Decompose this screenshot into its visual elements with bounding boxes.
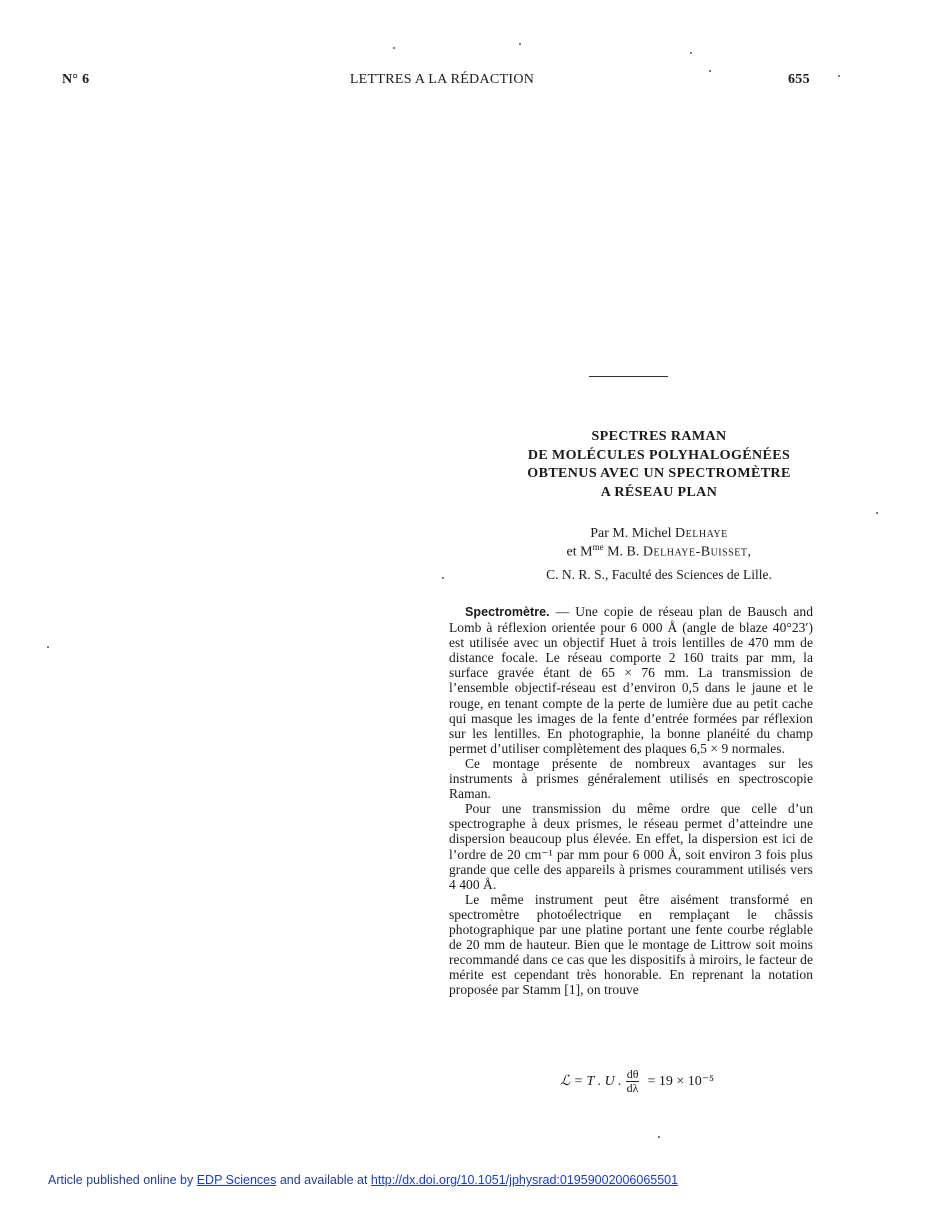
section-lead: Spectromètre. bbox=[465, 605, 550, 619]
title-line: A RÉSEAU PLAN bbox=[600, 484, 718, 500]
journal-issue-number: N° 6 bbox=[62, 72, 90, 87]
formula-fraction bbox=[626, 1068, 640, 1095]
fraction-numerator: dθ bbox=[626, 1067, 639, 1081]
author-prefix: Par M. Michel bbox=[590, 526, 672, 541]
formula-lhs: ℒ = T . U . bbox=[560, 1074, 622, 1089]
paragraph-text: — Une copie de réseau plan de Bausch and Lomb à réflexion orientée pour 6 000 Å (angle de blaze 40°23′) est utilisée avec un objectif Huet à trois lentilles de 470 mm de distance focale. Le réseau comporte 2 160 traits par mm, la surface gravée étant de 65 × 76 mm. La transmission de l’ensemble objectif-réseau est d’environ 0,5 dans le jaune et le rouge, en tenant compte de la perte de lumière due au petit cache qui masque les images de la fente d’entrée formées par réflexion sur les lentilles. En photographie, la bonne planéité du champ permet d’utiliser complètement des plaques 6,5 × 9 normales. bbox=[449, 604, 813, 756]
scan-speck bbox=[709, 70, 711, 72]
scan-speck bbox=[838, 75, 840, 77]
doi-link[interactable]: http://dx.doi.org/10.1051/jphysrad:01959002006065501 bbox=[370, 1173, 679, 1187]
scan-speck bbox=[876, 512, 878, 514]
paragraph: Pour une transmission du même ordre que celle d’un spectrographe à deux prismes, le réseau permet d’atteindre une dispersion beaucoup plus élevée. En effet, la dispersion est ici de l’ordre de 20 cm⁻¹ par mm pour 6 000 Å, soit environ 3 fois plus grande que celle des appareils à prismes couramment utilisés vers 4 400 Å. bbox=[449, 801, 813, 892]
title-line: OBTENUS AVEC UN SPECTROMÈTRE bbox=[527, 466, 791, 481]
author-name: Delhaye bbox=[675, 526, 728, 541]
scan-speck bbox=[393, 47, 395, 49]
author-initials: M. B. bbox=[603, 544, 640, 560]
publication-footer bbox=[48, 1173, 678, 1187]
footer-text: Article published online by bbox=[48, 1173, 197, 1187]
page-number: 655 bbox=[788, 72, 810, 87]
scan-speck bbox=[690, 52, 692, 54]
scan-speck bbox=[47, 646, 49, 648]
author-line-2 bbox=[448, 542, 870, 561]
fraction-denominator: dλ bbox=[626, 1081, 639, 1095]
merit-formula bbox=[560, 1068, 714, 1095]
author-line-1 bbox=[448, 526, 870, 542]
scan-speck bbox=[658, 1136, 660, 1138]
author-name: Delhaye-Buisset, bbox=[642, 544, 752, 560]
paragraph: Le même instrument peut être aisément transformé en spectromètre photoélectrique en remplaçant le châssis photographique par une platine portant une fente courbe réglable de 20 mm de hauteur. Bien que le montage de Littrow soit moins recommandé dans ce cas que les dispositifs à miroirs, le facteur de mérite est cependant très honorable. En reprenant la notation proposée par Stamm [1], on trouve bbox=[449, 891, 813, 998]
affiliation: C. N. R. S., Faculté des Sciences de Lille. bbox=[546, 567, 772, 582]
paragraph: Ce montage présente de nombreux avantages sur les instruments à prismes généralement utilisés en spectroscopie Raman. bbox=[449, 755, 813, 802]
author-title-sup: me bbox=[592, 542, 604, 552]
article-body bbox=[449, 604, 813, 997]
running-header: LETTRES A LA RÉDACTION bbox=[349, 72, 535, 87]
publisher-link[interactable]: EDP Sciences bbox=[196, 1173, 277, 1187]
paragraph bbox=[449, 604, 813, 756]
article-title bbox=[448, 428, 870, 502]
scan-speck bbox=[442, 577, 444, 579]
scan-speck bbox=[519, 43, 521, 45]
title-line: DE MOLÉCULES POLYHALOGÉNÉES bbox=[527, 447, 791, 463]
footer-text: and available at bbox=[276, 1173, 371, 1187]
author-prefix: et M bbox=[566, 544, 593, 560]
formula-rhs: = 19 × 10⁻⁵ bbox=[647, 1074, 714, 1089]
section-divider bbox=[589, 376, 668, 377]
title-line: SPECTRES RAMAN bbox=[591, 429, 727, 444]
